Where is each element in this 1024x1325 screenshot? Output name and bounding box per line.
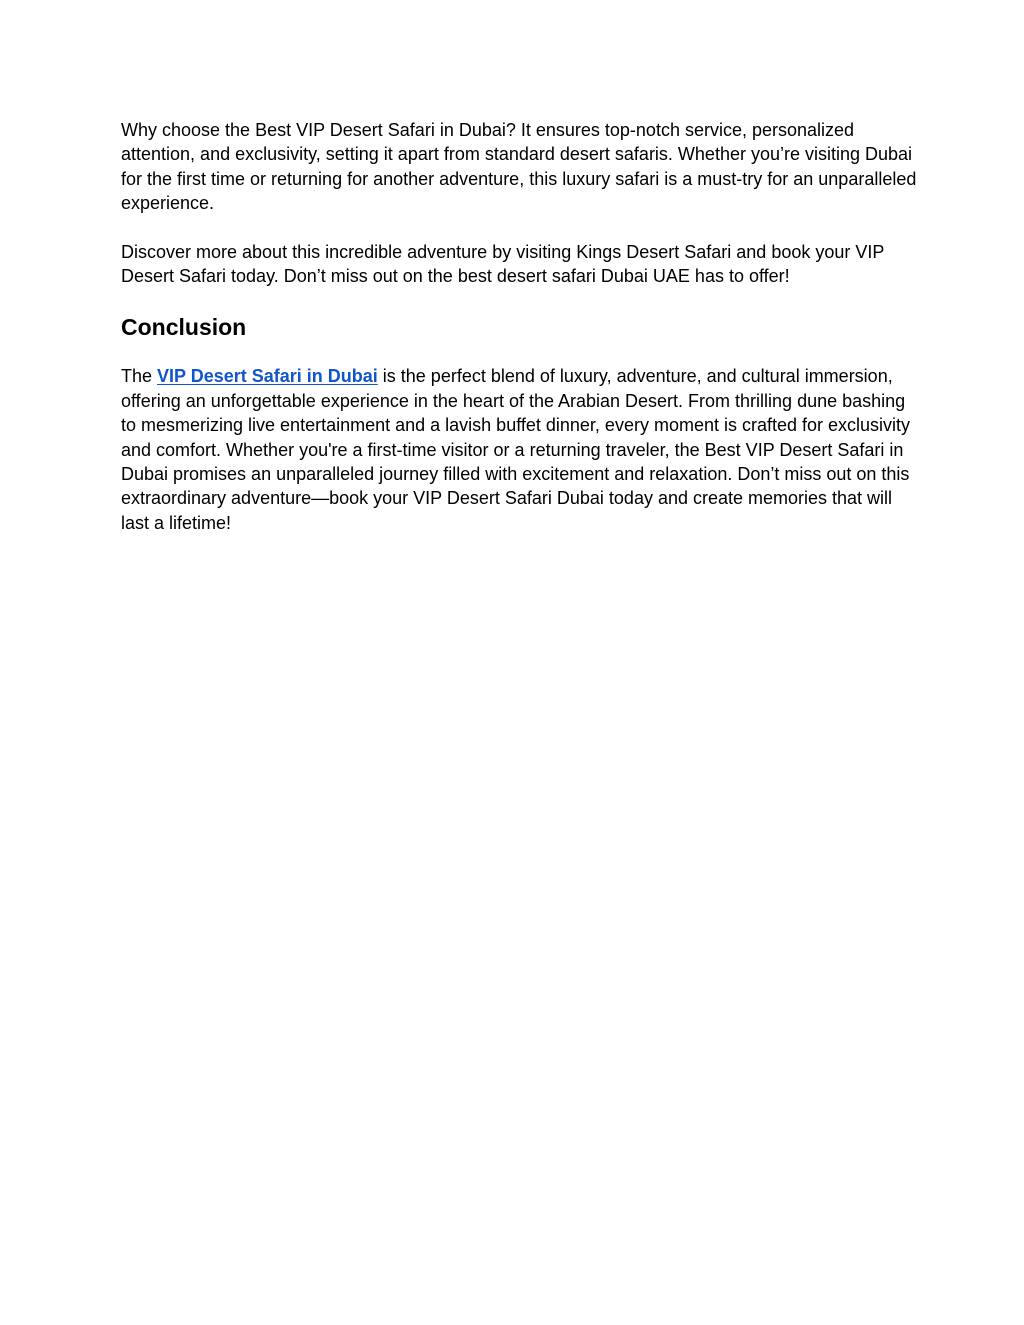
conclusion-paragraph (121, 364, 921, 535)
intro-paragraph: Why choose the Best VIP Desert Safari in Dubai? It ensures top-notch service, personalized attention, and exclusivity, setting it apart from standard desert safaris. Whether you’re visiting Dubai for the first time or returning for another adventure, this luxury safari is a must-try for an unparalleled experience. (121, 120, 917, 214)
conclusion-lead-text: The (121, 366, 158, 387)
conclusion-body-text: is the perfect blend of luxury, adventure, and cultural immersion, offering an unforgettable experience in the heart of the Arabian Desert. From thrilling dune bashing to mesmerizing live entertainment and a lavish buffet dinner, every moment is crafted for exclusivity and comfort. Whether you're a first-time visitor or a returning traveler, the Best VIP Desert Safari in Dubai promises an unparalleled journey filled with excitement and relaxation. Don’t miss out on this extraordinary adventure—book your VIP Desert Safari Dubai today and create memories that will last a lifetime! (121, 366, 911, 533)
document-page (121, 118, 921, 535)
vip-desert-safari-link[interactable]: VIP Desert Safari in Dubai (157, 366, 378, 387)
conclusion-heading: Conclusion (121, 314, 247, 341)
discover-paragraph: Discover more about this incredible adventure by visiting Kings Desert Safari and book your VIP Desert Safari today. Don’t miss out on the best desert safari Dubai UAE has to offer! (121, 241, 885, 287)
